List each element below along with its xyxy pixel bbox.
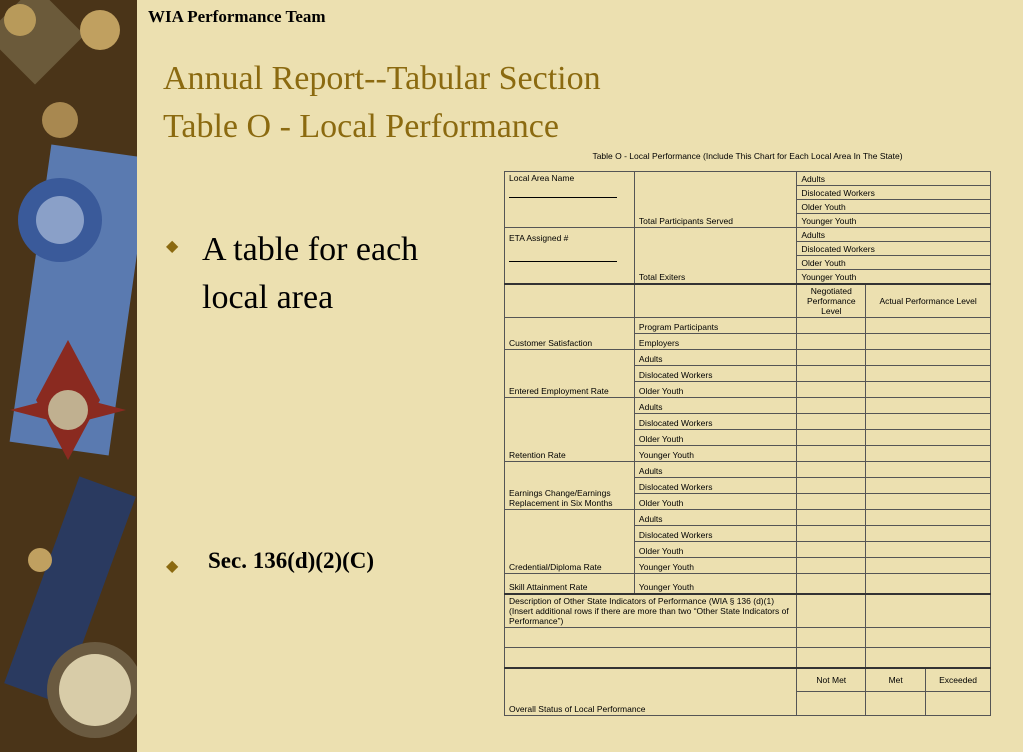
sub-label: Adults xyxy=(634,398,796,414)
value-cell xyxy=(797,318,866,334)
negotiated-header: Negotiated Performance Level xyxy=(797,284,866,318)
value-cell xyxy=(797,382,866,398)
value-cell xyxy=(797,462,866,478)
local-performance-table xyxy=(504,171,991,716)
status-exceeded: Exceeded xyxy=(926,668,991,692)
value-cell xyxy=(866,318,991,334)
value-cell xyxy=(797,510,866,526)
value-cell xyxy=(797,366,866,382)
value-cell xyxy=(866,494,991,510)
row-label-other-indicators: Description of Other State Indicators of Performance (WIA § 136 (d)(1) (Insert additional rows if there are more than two “Other State Indicators of Performance”) xyxy=(505,594,797,628)
value-cell xyxy=(797,692,866,716)
sub-label: Dislocated Workers xyxy=(634,478,796,494)
actual-header: Actual Performance Level xyxy=(866,284,991,318)
bullet-text-section: Sec. 136(d)(2)(C) xyxy=(208,548,375,573)
value-cell xyxy=(866,526,991,542)
total-exiters-cell: Total Exiters xyxy=(634,228,796,284)
value-cell xyxy=(866,558,991,574)
sub-label: Adults xyxy=(634,462,796,478)
group-label: Older Youth xyxy=(797,256,991,270)
group-label: Younger Youth xyxy=(797,214,991,228)
value-cell xyxy=(866,478,991,494)
sub-label: Older Youth xyxy=(634,382,796,398)
sub-label: Employers xyxy=(634,334,796,350)
value-cell xyxy=(866,692,926,716)
sub-label: Younger Youth xyxy=(634,558,796,574)
row-label-customer-satisfaction: Customer Satisfaction xyxy=(505,318,635,350)
sub-label: Older Youth xyxy=(634,430,796,446)
sub-label: Dislocated Workers xyxy=(634,526,796,542)
sub-label: Dislocated Workers xyxy=(634,414,796,430)
value-cell xyxy=(797,414,866,430)
value-cell xyxy=(797,478,866,494)
value-cell xyxy=(797,430,866,446)
group-label: Older Youth xyxy=(797,200,991,214)
value-cell xyxy=(866,430,991,446)
page-title xyxy=(163,55,601,151)
empty-header-cell xyxy=(505,284,635,318)
other-indicator-blank-row xyxy=(505,648,797,668)
value-cell xyxy=(866,366,991,382)
decorative-sidebar-image xyxy=(0,0,137,752)
sub-label: Adults xyxy=(634,350,796,366)
value-cell xyxy=(866,594,991,628)
local-area-name-line xyxy=(509,197,617,198)
value-cell xyxy=(797,574,866,594)
value-cell xyxy=(866,398,991,414)
eta-assigned-label: ETA Assigned # xyxy=(509,233,569,243)
group-label: Dislocated Workers xyxy=(797,242,991,256)
eta-assigned-cell xyxy=(505,228,635,284)
table-caption: Table O - Local Performance (Include This Chart for Each Local Area In The State) xyxy=(592,151,903,161)
value-cell xyxy=(866,446,991,462)
bullet-text-table-each-area: A table for each local area xyxy=(202,231,419,316)
value-cell xyxy=(866,574,991,594)
row-label-earnings-change: Earnings Change/Earnings Replacement in Six Months xyxy=(505,462,635,510)
value-cell xyxy=(797,526,866,542)
value-cell xyxy=(797,648,866,668)
status-not-met: Not Met xyxy=(797,668,866,692)
row-label-overall-status: Overall Status of Local Performance xyxy=(505,668,797,716)
group-label: Younger Youth xyxy=(797,270,991,284)
sub-label: Adults xyxy=(634,510,796,526)
value-cell xyxy=(866,334,991,350)
empty-header-cell xyxy=(634,284,796,318)
other-indicator-blank-row xyxy=(505,628,797,648)
eta-assigned-line xyxy=(509,261,617,262)
header-text: WIA Performance Team xyxy=(148,7,326,26)
group-label: Adults xyxy=(797,172,991,186)
row-label-credential: Credential/Diploma Rate xyxy=(505,510,635,574)
value-cell xyxy=(866,414,991,430)
value-cell xyxy=(797,542,866,558)
total-participants-cell: Total Participants Served xyxy=(634,172,796,228)
row-label-retention: Retention Rate xyxy=(505,398,635,462)
sub-label: Dislocated Workers xyxy=(634,366,796,382)
value-cell xyxy=(797,350,866,366)
sub-label: Younger Youth xyxy=(634,446,796,462)
value-cell xyxy=(797,334,866,350)
bullet-diamond-icon: ◆ xyxy=(166,238,179,255)
title-line-2: Table O - Local Performance xyxy=(163,108,559,145)
value-cell xyxy=(866,542,991,558)
value-cell xyxy=(866,510,991,526)
status-met: Met xyxy=(866,668,926,692)
value-cell xyxy=(866,628,991,648)
group-label: Adults xyxy=(797,228,991,242)
value-cell xyxy=(797,628,866,648)
value-cell xyxy=(926,692,991,716)
local-area-name-label: Local Area Name xyxy=(509,173,575,183)
group-label: Dislocated Workers xyxy=(797,186,991,200)
value-cell xyxy=(797,446,866,462)
sub-label: Program Participants xyxy=(634,318,796,334)
sub-label: Older Youth xyxy=(634,494,796,510)
value-cell xyxy=(797,398,866,414)
sub-label: Younger Youth xyxy=(634,574,796,594)
sub-label: Older Youth xyxy=(634,542,796,558)
value-cell xyxy=(797,558,866,574)
value-cell xyxy=(866,350,991,366)
row-label-entered-employment: Entered Employment Rate xyxy=(505,350,635,398)
value-cell xyxy=(866,382,991,398)
local-area-name-cell xyxy=(505,172,635,228)
value-cell xyxy=(797,494,866,510)
value-cell xyxy=(797,594,866,628)
value-cell xyxy=(866,648,991,668)
row-label-skill-attainment: Skill Attainment Rate xyxy=(505,574,635,594)
value-cell xyxy=(866,462,991,478)
title-line-1: Annual Report--Tabular Section xyxy=(163,60,601,97)
bullet-diamond-icon: ◆ xyxy=(166,558,179,575)
